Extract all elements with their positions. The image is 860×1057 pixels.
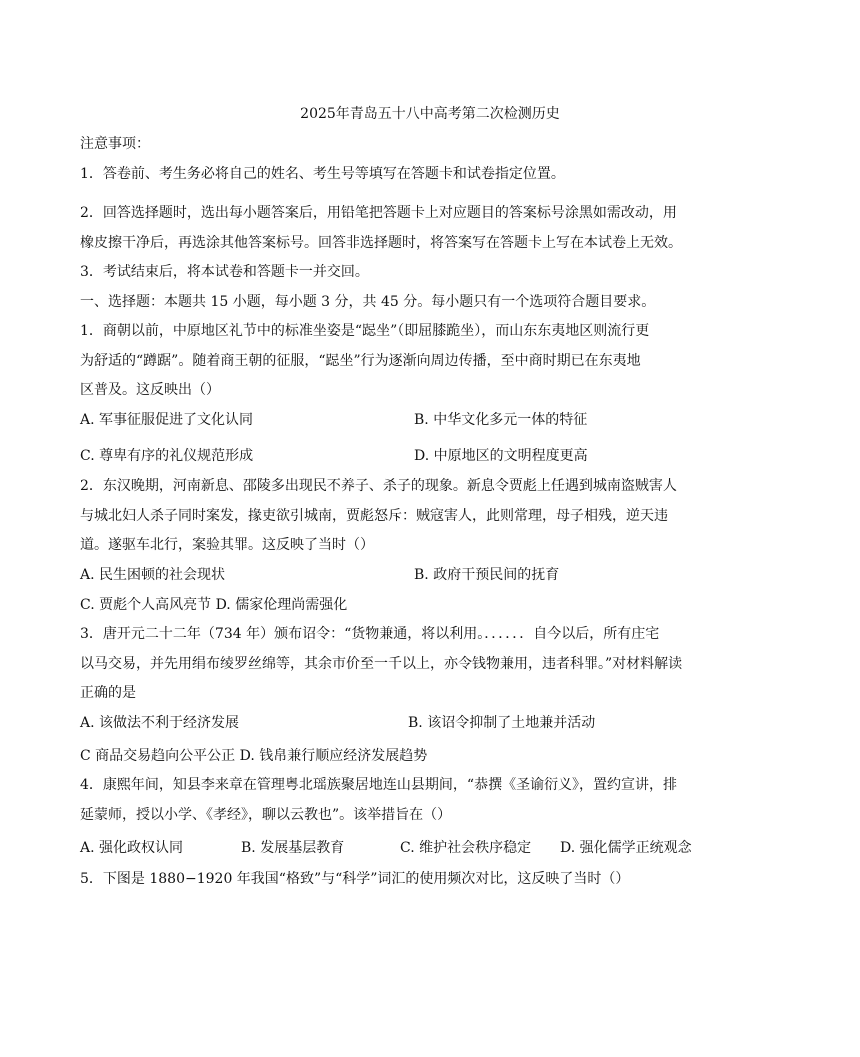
notice-item-2-line-2: 橡皮擦干净后，再选涂其他答案标号。回答非选择题时，将答案写在答题卡上写在本试卷上无效。: [80, 235, 682, 251]
q1-stem-line-1: 1．商朝以前，中原地区礼节中的标准坐姿是“跽坐”（即屈膝跪坐），而山东东夷地区则流行更: [80, 323, 650, 339]
q4-option-a: A. 强化政权认同: [80, 840, 184, 856]
q5-stem-line-1: 5．下图是 1880−1920 年我国“格致”与“科学”词汇的使用频次对比，这反映了当时（）: [80, 871, 630, 887]
q4-option-b: B. 发展基层教育: [241, 840, 345, 856]
q3-option-a: A. 该做法不利于经济发展: [80, 715, 240, 731]
q1-stem-line-3: 区普及。这反映出（）: [80, 382, 220, 398]
q4-stem-line-1: 4．康熙年间，知县李来章在管理粤北瑶族聚居地连山县期间，“恭撰《圣谕衍义》，置约宣讲，排: [80, 777, 678, 793]
q3-option-cd: C 商品交易趋向公平公正 D. 钱帛兼行顺应经济发展趋势: [80, 748, 428, 764]
q2-stem-line-2: 与城北妇人杀子同时案发，掾吏欲引城南，贾彪怒斥：贼寇害人，此则常理，母子相残，逆天违: [80, 508, 668, 524]
q2-stem-line-1: 2．东汉晚期，河南新息、邵陵多出现民不养子、杀子的现象。新息令贾彪上任遇到城南盗贼害人: [80, 478, 677, 494]
q1-option-d: D. 中原地区的文明程度更高: [414, 448, 588, 464]
q2-option-cd: C. 贾彪个人高风亮节 D. 儒家伦理尚需强化: [80, 597, 348, 613]
section-heading: 一、选择题：本题共 15 小题，每小题 3 分，共 45 分。每小题只有一个选项符合题目要求。: [80, 294, 656, 310]
notice-item-3: 3．考试结束后，将本试卷和答题卡一并交回。: [80, 264, 369, 280]
q1-option-a: A. 军事征服促进了文化认同: [80, 412, 254, 428]
q3-stem-line-2: 以马交易，并先用绢布绫罗丝绵等，其余市价至一千以上，亦令钱物兼用，违者科罪。”对材料解读: [80, 656, 683, 672]
q4-stem-line-2: 延蒙师，授以小学、《孝经》，聊以云教也”。该举措旨在（）: [80, 807, 452, 823]
q3-option-b: B. 该诏令抑制了土地兼并活动: [408, 715, 596, 731]
q2-option-b: B. 政府干预民间的抚育: [414, 567, 560, 583]
notice-item-1: 1．答卷前、考生务必将自己的姓名、考生号等填写在答题卡和试卷指定位置。: [80, 166, 565, 182]
q1-option-b: B. 中华文化多元一体的特征: [414, 412, 588, 428]
q2-stem-line-3: 道。遂驱车北行，案验其罪。这反映了当时（）: [80, 537, 374, 553]
q3-stem-line-1: 3．唐开元二十二年（734 年）颁布诏令：“货物兼通，将以利用。．．．．．．自今以后，所有庄宅: [80, 626, 660, 642]
notice-item-2-line-1: 2．回答选择题时，选出每小题答案后，用铅笔把答题卡上对应题目的答案标号涂黑如需改动，用: [80, 205, 677, 221]
q3-stem-line-3: 正确的是: [80, 685, 136, 701]
q4-option-d: D. 强化儒学正统观念: [560, 840, 692, 856]
q1-stem-line-2: 为舒适的“蹲踞”。随着商王朝的征服，“跽坐”行为逐渐向周边传播，至中商时期已在东夷地: [80, 353, 641, 369]
q1-option-c: C. 尊卑有序的礼仪规范形成: [80, 448, 254, 464]
notice-heading: 注意事项：: [80, 136, 150, 152]
page-title: 2025年青岛五十八中高考第二次检测历史: [300, 106, 560, 122]
q4-option-c: C. 维护社会秩序稳定: [400, 840, 532, 856]
q2-option-a: A. 民生困顿的社会现状: [80, 567, 226, 583]
